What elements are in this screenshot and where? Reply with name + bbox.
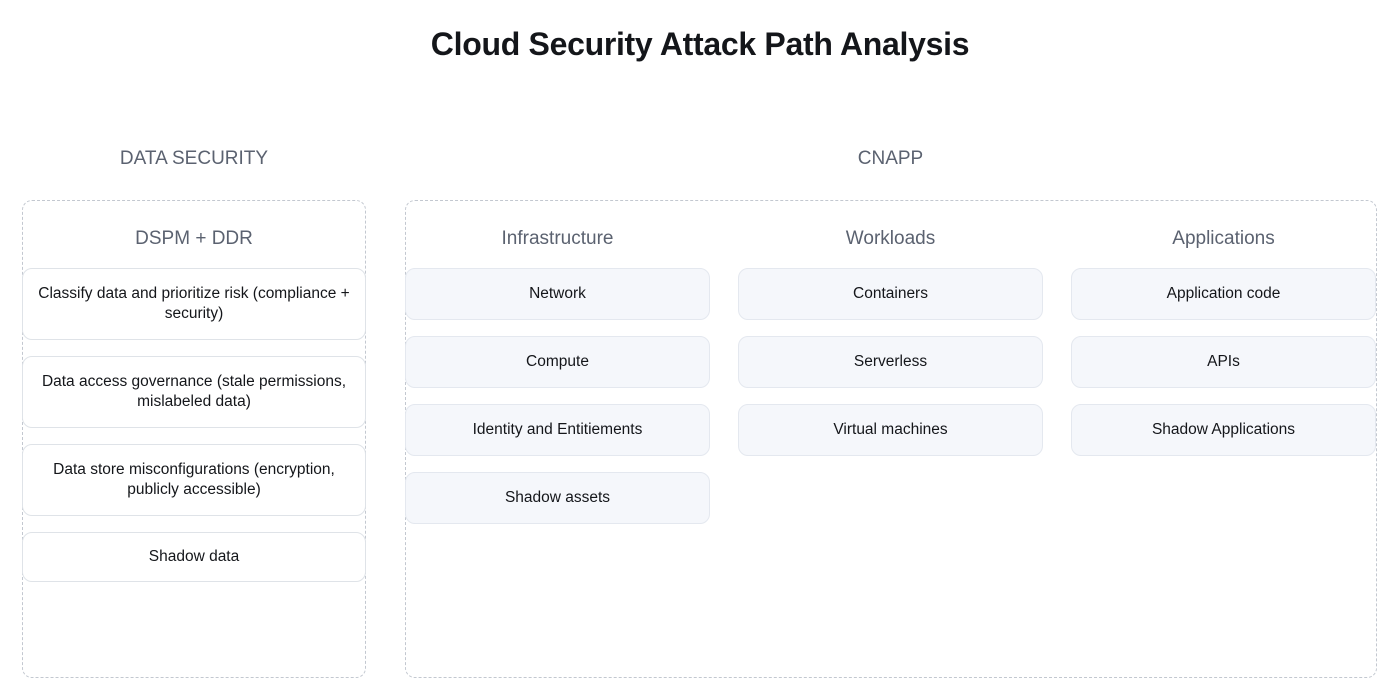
column-infrastructure [405, 200, 710, 540]
card-label: Shadow Applications [1151, 420, 1296, 438]
card-label: Data store misconfigurations (encryption, publicly accessible) [53, 460, 335, 498]
card-shadow-applications[interactable] [1071, 404, 1376, 456]
section-heading-data-security: DATA SECURITY [119, 148, 269, 169]
card-application-code[interactable] [1071, 268, 1376, 320]
card-label: Application code [1166, 284, 1281, 302]
card-label: Shadow data [148, 547, 240, 565]
column-title-workloads: Workloads [845, 228, 936, 249]
card-identity-and-entitlements[interactable] [405, 404, 710, 456]
card-shadow-assets[interactable] [405, 472, 710, 524]
card-label: APIs [1207, 352, 1240, 370]
column-title-infrastructure: Infrastructure [501, 228, 614, 249]
card-label: Compute [526, 352, 589, 370]
card-label: Data access governance (stale permissions, mislabeled data) [41, 372, 347, 410]
column-workloads [738, 200, 1043, 472]
card-classify-data[interactable] [22, 268, 366, 340]
card-network[interactable] [405, 268, 710, 320]
card-apis[interactable] [1071, 336, 1376, 388]
card-label: Virtual machines [833, 420, 948, 438]
card-label: Shadow assets [504, 488, 611, 506]
card-data-access-governance[interactable] [22, 356, 366, 428]
card-data-store-misconfigurations[interactable] [22, 444, 366, 516]
column-applications [1071, 200, 1376, 472]
card-shadow-data[interactable] [22, 532, 366, 582]
card-compute[interactable] [405, 336, 710, 388]
card-label: Identity and Entitiements [472, 420, 643, 438]
page-title: Cloud Security Attack Path Analysis [430, 26, 970, 62]
card-label: Network [529, 284, 586, 302]
card-label: Containers [853, 284, 928, 302]
column-title-applications: Applications [1172, 228, 1275, 249]
card-containers[interactable] [738, 268, 1043, 320]
card-label: Classify data and prioritize risk (compliance + security) [38, 284, 350, 322]
card-label: Serverless [853, 352, 928, 370]
section-heading-cnapp: CNAPP [857, 148, 924, 169]
card-virtual-machines[interactable] [738, 404, 1043, 456]
card-serverless[interactable] [738, 336, 1043, 388]
column-dspm-ddr [22, 200, 366, 598]
column-title-dspm-ddr: DSPM + DDR [135, 228, 253, 249]
